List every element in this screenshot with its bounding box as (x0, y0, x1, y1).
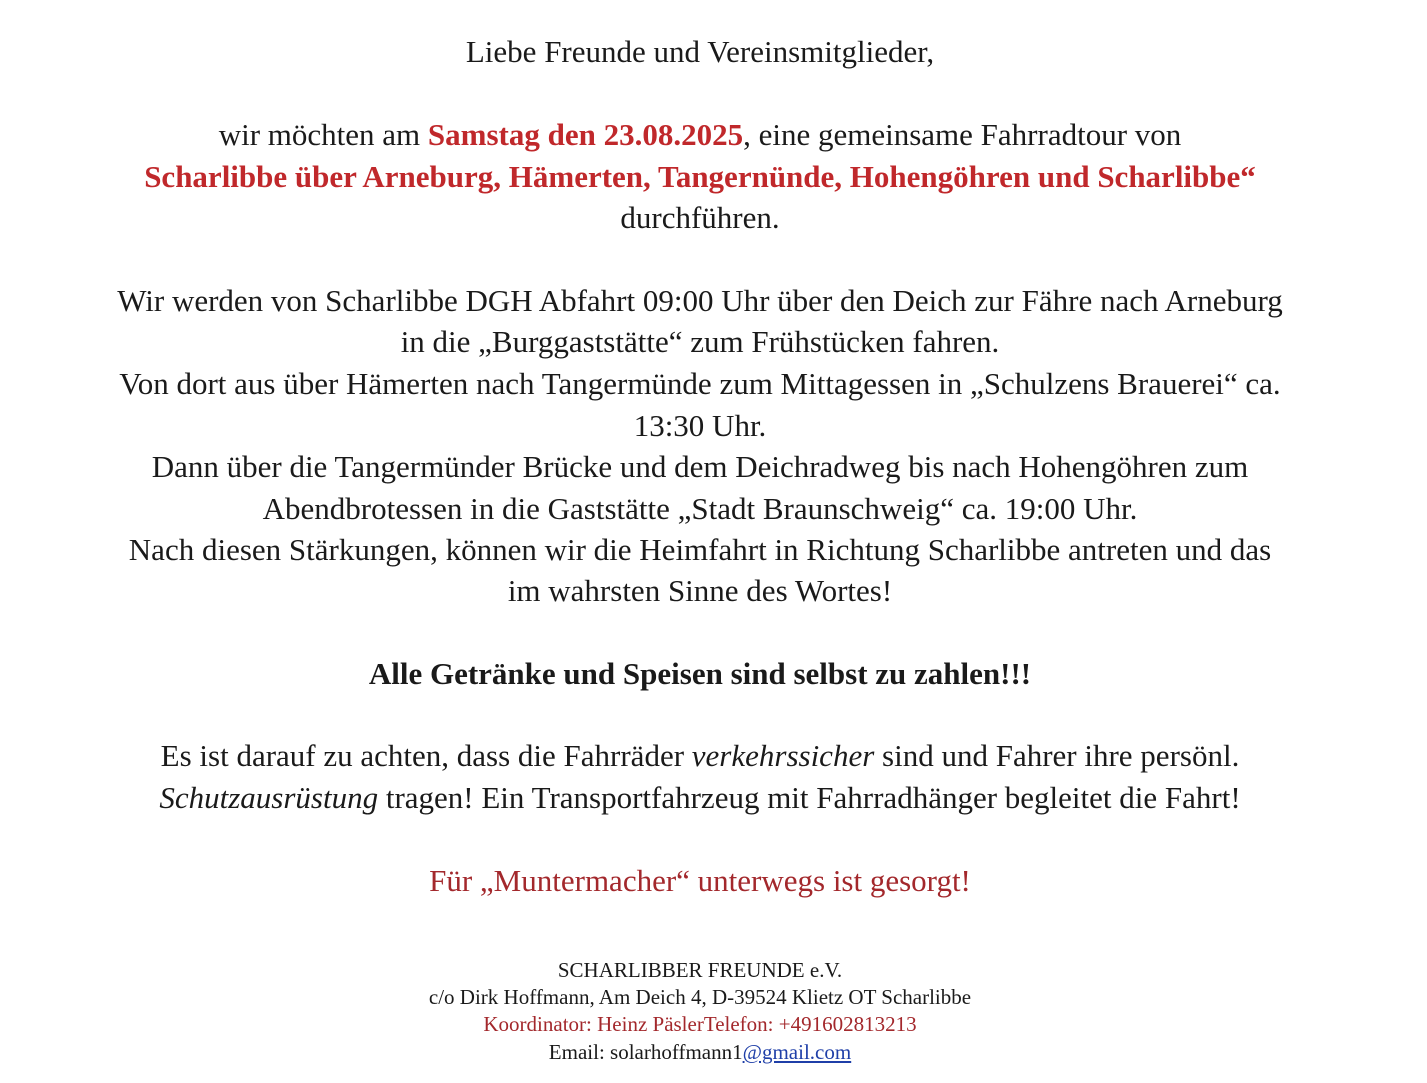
itinerary-line: Von dort aus über Hämerten nach Tangermünde zum Mittagessen in „Schulzens Brauerei“ ca. (119, 366, 1281, 401)
itinerary-line: Dann über die Tangermünder Brücke und dem Deichradweg bis nach Hohengöhren zum (151, 449, 1249, 484)
safety-line-1 (0, 736, 1400, 776)
event-date: Samstag den 23.08.2025 (427, 117, 744, 152)
email-link[interactable]: @gmail.com (742, 1040, 852, 1064)
route-line: Scharlibbe über Arneburg, Hämerten, Tangernünde, Hohengöhren und Scharlibbe“ (144, 159, 1256, 194)
itinerary-line: 13:30 Uhr. (633, 408, 767, 443)
greeting: Liebe Freunde und Vereinsmitglieder, (465, 34, 935, 69)
safety-emphasis: Schutzausrüstung (159, 780, 379, 815)
footer-email (0, 1038, 1400, 1066)
footer-coordinator: Koordinator: Heinz PäslerTelefon: +491602813213 (483, 1012, 917, 1036)
itinerary-line: im wahrsten Sinne des Wortes! (507, 573, 893, 608)
itinerary-line: Abendbrotessen in die Gaststätte „Stadt Braunschweig“ ca. 19:00 Uhr. (262, 491, 1138, 526)
intro-suffix: , eine gemeinsame Fahrradtour von (743, 117, 1182, 152)
intro-prefix: wir möchten am (218, 117, 428, 152)
payment-notice: Alle Getränke und Speisen sind selbst zu zahlen!!! (368, 656, 1032, 691)
safety-suffix: tragen! Ein Transportfahrzeug mit Fahrradhänger begleitet die Fahrt! (378, 780, 1241, 815)
footer-address: c/o Dirk Hoffmann, Am Deich 4, D-39524 Klietz OT Scharlibbe (428, 985, 972, 1009)
itinerary-line: Wir werden von Scharlibbe DGH Abfahrt 09:00 Uhr über den Deich zur Fähre nach Arneburg (117, 283, 1283, 318)
cheer-line: Für „Muntermacher“ unterwegs ist gesorgt! (429, 863, 971, 898)
email-label: Email: solarhoffmann1 (548, 1040, 743, 1064)
safety-emphasis: verkehrssicher (691, 738, 875, 773)
footer-org: SCHARLIBBER FREUNDE e.V. (557, 958, 843, 982)
intro-line (0, 115, 1400, 155)
safety-suffix: sind und Fahrer ihre persönl. (874, 738, 1240, 773)
safety-prefix: Es ist darauf zu achten, dass die Fahrräder (160, 738, 692, 773)
intro-end: durchführen. (620, 200, 780, 235)
itinerary-line: in die „Burggaststätte“ zum Frühstücken fahren. (400, 324, 1000, 359)
itinerary-line: Nach diesen Stärkungen, können wir die Heimfahrt in Richtung Scharlibbe antreten und das (128, 532, 1272, 567)
safety-line-2 (0, 778, 1400, 818)
